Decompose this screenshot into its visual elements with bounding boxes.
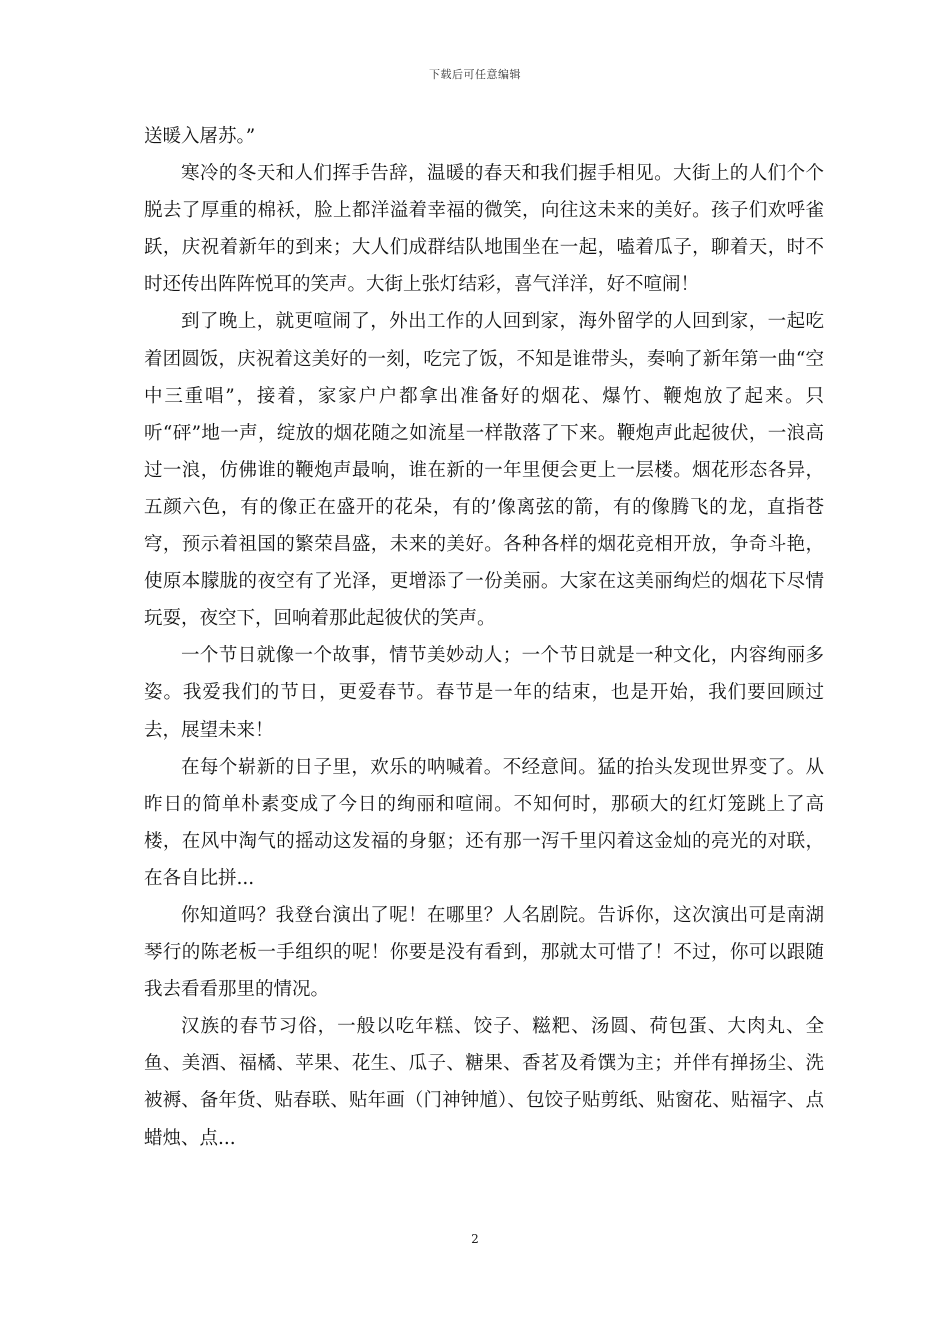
paragraph-7: 汉族的春节习俗，一般以吃年糕、饺子、糍粑、汤圆、荷包蛋、大肉丸、全鱼、美酒、福橘、苹果、花生、瓜子、糖果、香茗及肴馔为主；并伴有掸扬尘、洗被褥、备年货、贴春联、贴年画（门神钟馗）、包饺子贴剪纸、贴窗花、贴福字、点蜡烛、点... — [144, 1016, 824, 1149]
paragraph-1: 送暖入屠苏。” — [144, 126, 256, 147]
paragraph-6: 你知道吗？我登台演出了呢！在哪里？人名剧院。告诉你，这次演出可是南湖琴行的陈老板一手组织的呢！你要是没有看到，那就太可惜了！不过，你可以跟随我去看看那里的情况。 — [144, 904, 824, 1001]
paragraph-5: 在每个崭新的日子里，欢乐的呐喊着。不经意间。猛的抬头发现世界变了。从昨日的简单朴素变成了今日的绚丽和喧闹。不知何时，那硕大的红灯笼跳上了高楼，在风中淘气的摇动这发福的身躯；还有那一泻千里闪着这金灿的亮光的对联，在各自比拼... — [144, 756, 824, 889]
page-number: 2 — [471, 1232, 479, 1246]
page-header: 下载后可任意编辑 — [429, 68, 521, 81]
paragraph-3: 到了晚上，就更喧闹了，外出工作的人回到家，海外留学的人回到家，一起吃着团圆饭，庆祝着这美好的一刻，吃完了饭，不知是谁带头，奏响了新年第一曲“空中三重唱”，接着，家家户户都拿出准备好的烟花、爆竹、鞭炮放了起来。只听“砰”地一声，绽放的烟花随之如流星一样散落了下来。鞭炮声此起彼伏，一浪高过一浪，仿佛谁的鞭炮声最响，谁在新的一年里便会更上一层楼。烟花形态各异，五颜六色，有的像正在盛开的花朵，有的’像离弦的箭，有的像腾飞的龙，直指苍穹，预示着祖国的繁荣昌盛，未来的美好。各种各样的烟花竞相开放，争奇斗艳，使原本朦胧的夜空有了光泽，更增添了一份美丽。大家在这美丽绚烂的烟花下尽情玩耍，夜空下，回响着那此起彼伏的笑声。 — [144, 311, 824, 630]
paragraph-4: 一个节日就像一个故事，情节美妙动人；一个节日就是一种文化，内容绚丽多姿。我爱我们的节日，更爱春节。春节是一年的结束，也是开始，我们要回顾过去，展望未来！ — [144, 645, 824, 741]
document-body — [144, 118, 824, 1157]
paragraph-2: 寒冷的冬天和人们挥手告辞，温暖的春天和我们握手相见。大街上的人们个个脱去了厚重的棉袄，脸上都洋溢着幸福的微笑，向往这未来的美好。孩子们欢呼雀跃，庆祝着新年的到来；大人们成群结队地围坐在一起，嗑着瓜子，聊着天，时不时还传出阵阵悦耳的笑声。大街上张灯结彩，喜气洋洋，好不喧闹！ — [144, 163, 824, 296]
